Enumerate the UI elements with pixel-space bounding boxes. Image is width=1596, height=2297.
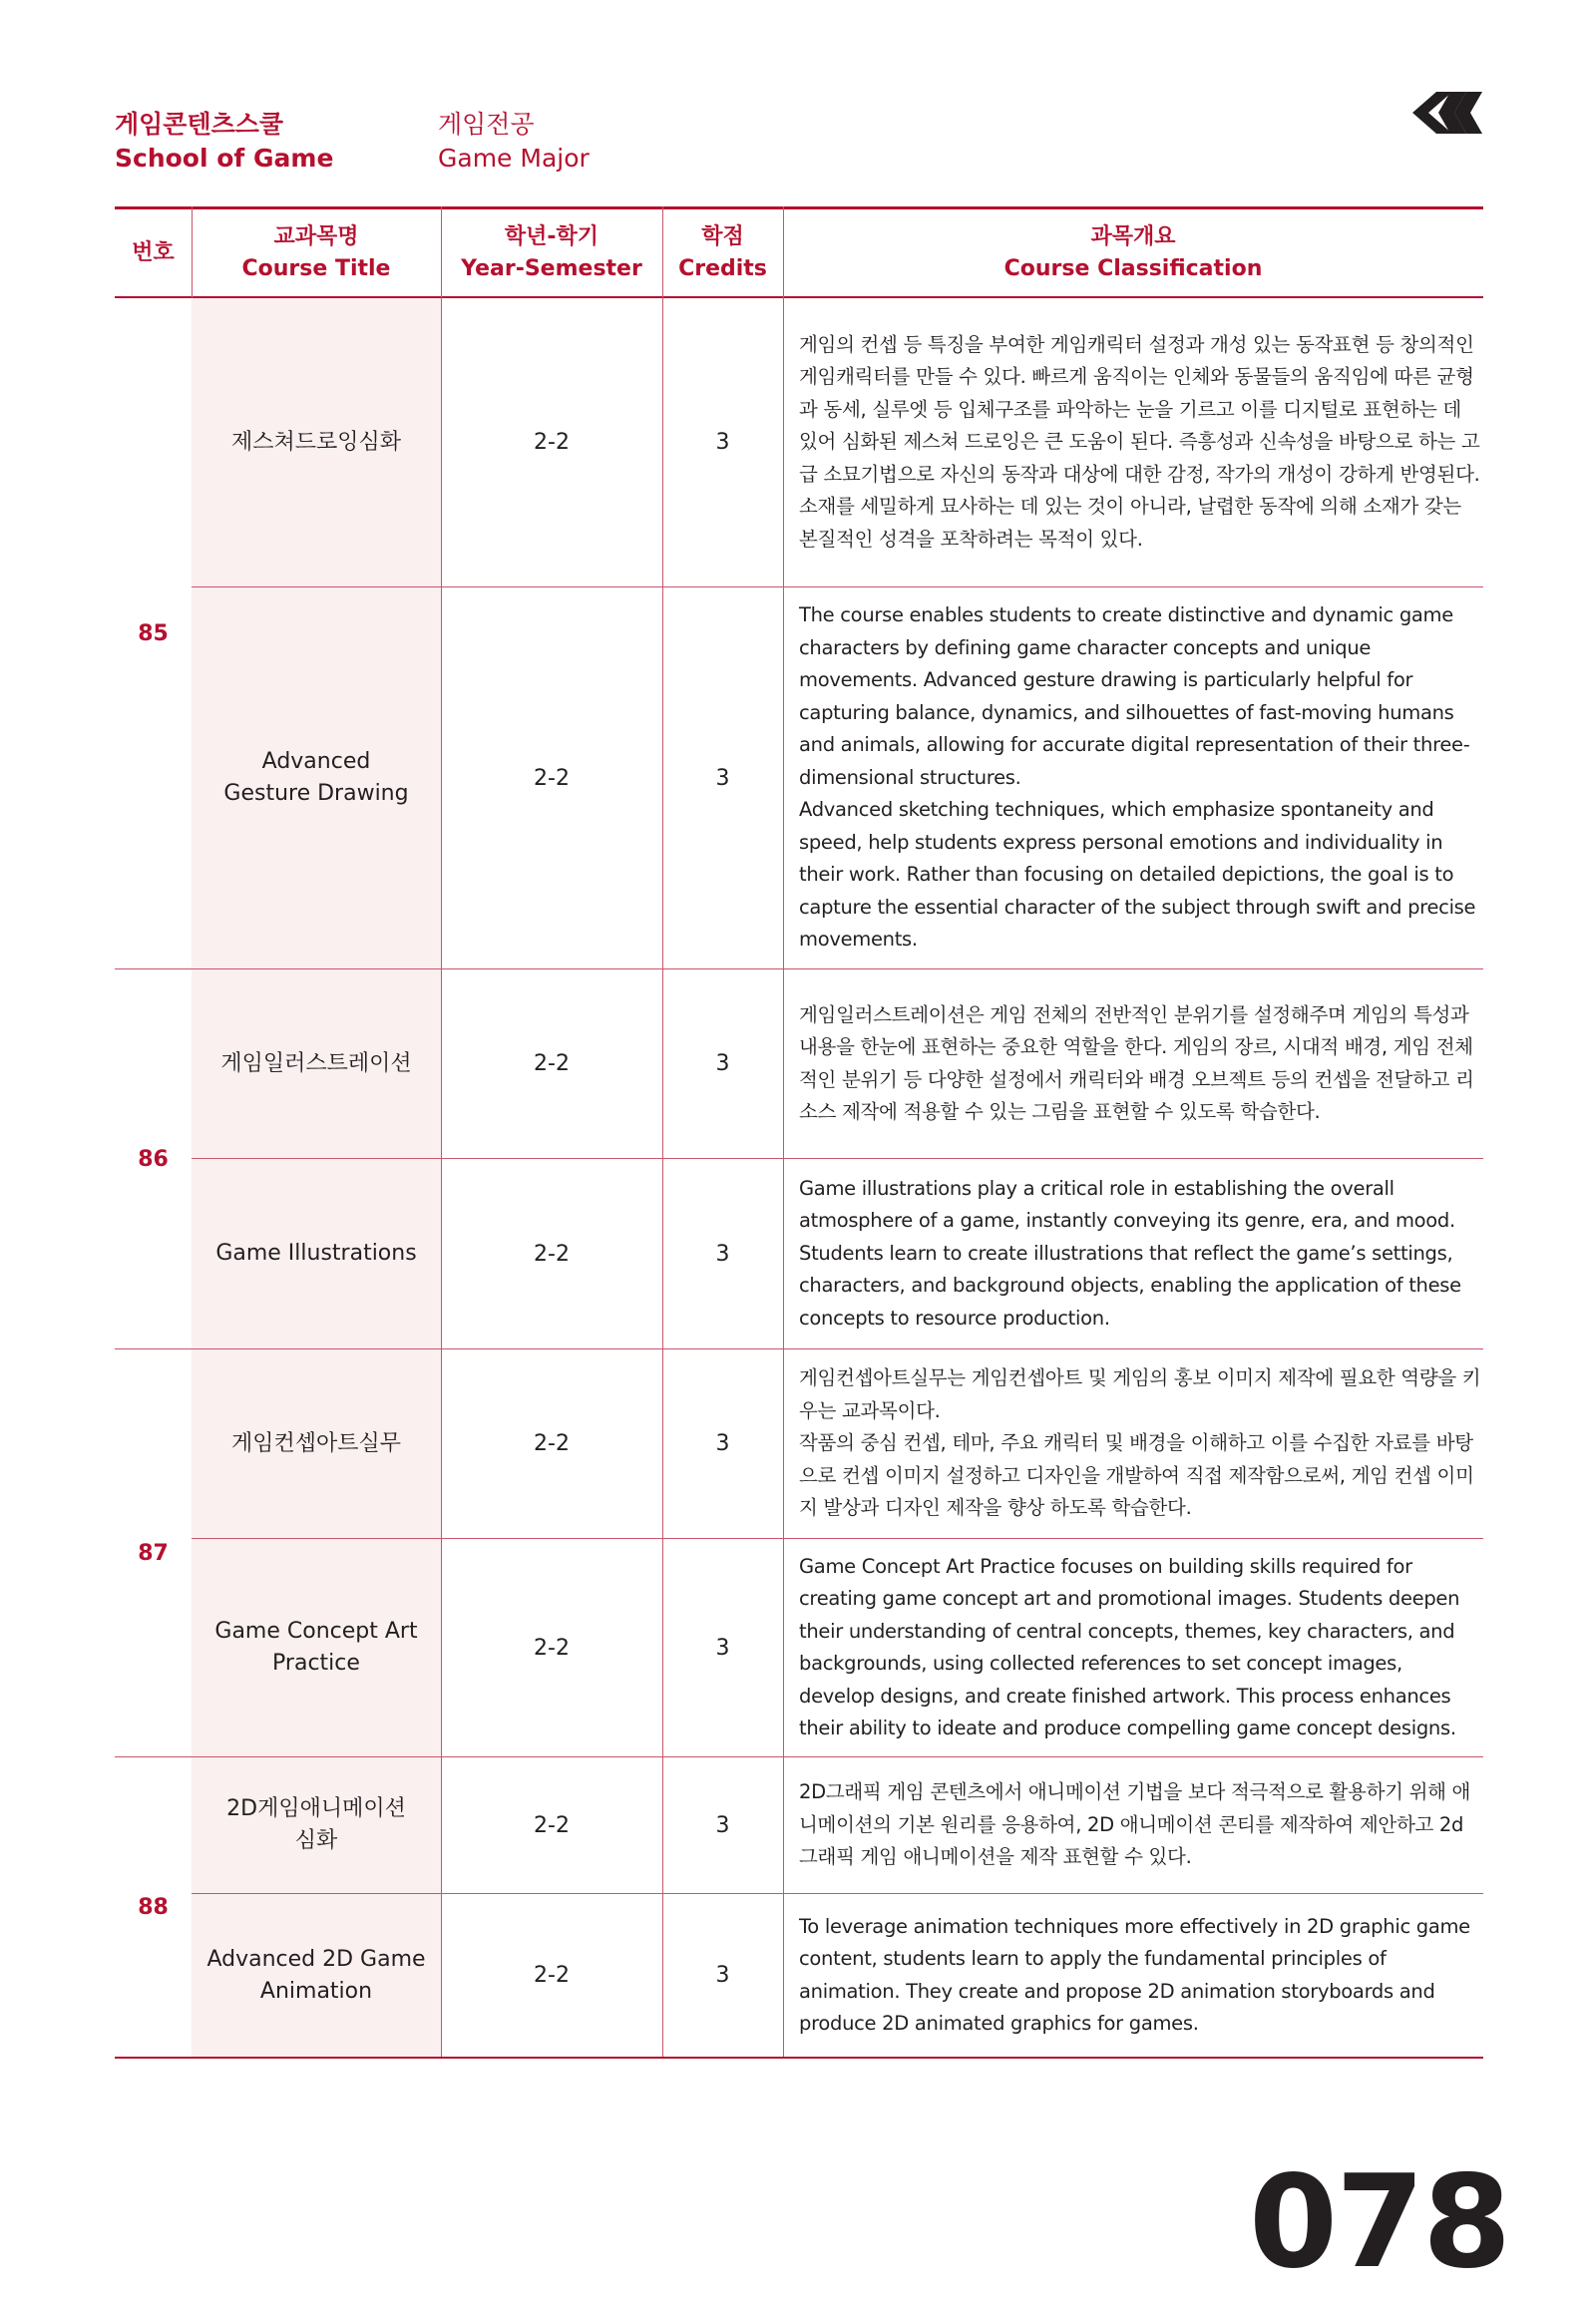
- table-row: [192, 1159, 1483, 1349]
- course-title-cell: [192, 969, 441, 1158]
- course-description: [783, 1349, 1483, 1538]
- credits-cell: [662, 1159, 783, 1348]
- credits: 3: [715, 430, 730, 455]
- course-description: [783, 1539, 1483, 1756]
- header-desc-en: Course Classification: [1003, 255, 1263, 281]
- school-name-en: School of Game: [115, 144, 334, 173]
- course-number: [115, 298, 192, 969]
- course-description: [783, 587, 1483, 968]
- table-header: [115, 206, 1483, 298]
- year-semester-cell: [441, 1757, 662, 1893]
- course-title-line: Advanced 2D Game: [206, 1946, 426, 1972]
- course-title-cell: [192, 587, 441, 968]
- course-number-87: 87: [138, 1540, 169, 1566]
- description-paragraph: The course enables students to create distinctive and dynamic game characters by defining game character concepts and unique movements. Advanced gesture drawing is particularly helpful for capturing balance, dynamics, and silhouettes of fast-moving humans and animals, allowing for accurate digital representation of their three-dimensional structures.: [799, 603, 1470, 789]
- credits-cell: [662, 1894, 783, 2057]
- course-description: [783, 298, 1483, 586]
- credits: 3: [715, 1812, 730, 1838]
- description-paragraph: 게임컨셉아트실무는 게임컨셉아트 및 게임의 홍보 이미지 제작에 필요한 역량을 키우는 교과목이다.: [799, 1366, 1481, 1422]
- course-title-line: Gesture Drawing: [223, 781, 409, 806]
- course-title: 제스쳐드로잉심화: [230, 429, 402, 455]
- course-description: [783, 969, 1483, 1158]
- table-row: [192, 587, 1483, 969]
- course-number: [115, 1757, 192, 2059]
- table-row: [192, 1539, 1483, 1757]
- credits: 3: [715, 1963, 730, 1988]
- header-description: [783, 209, 1483, 296]
- credits-cell: [662, 1349, 783, 1538]
- course-title-cell: [192, 1159, 441, 1348]
- course-table: [115, 206, 1483, 2035]
- year-semester: 2-2: [534, 1635, 570, 1661]
- header-title-en: Course Title: [241, 255, 391, 281]
- course-number: [115, 1349, 192, 1757]
- header-credits-en: Credits: [678, 255, 767, 281]
- major-name: [438, 108, 590, 176]
- header-desc-ko: 과목개요: [1090, 223, 1176, 249]
- credits: 3: [715, 1241, 730, 1267]
- description-paragraph: Advanced sketching techniques, which emphasize spontaneity and speed, help students express personal emotions and individuality in their work. Rather than focusing on detailed depictions, the goal is to capture the essential character of the subject through swift and precise movements.: [799, 798, 1476, 952]
- course-title-cell: [192, 1757, 441, 1893]
- school-name: [115, 108, 333, 176]
- table-row: [192, 969, 1483, 1159]
- course-title-line: Animation: [259, 1978, 373, 2004]
- year-semester-cell: [441, 587, 662, 968]
- credits-cell: [662, 298, 783, 586]
- course-title: 게임컨셉아트실무: [230, 1430, 402, 1456]
- year-semester: 2-2: [534, 1241, 570, 1267]
- description-text: 2D그래픽 게임 콘텐츠에서 애니메이션 기법을 보다 적극적으로 활용하기 위해 애니메이션의 기본 원리를 응용하여, 2D 애니메이션 콘티를 제작하여 제안하고 2d 그래픽 게임 애니메이션을 제작 표현할 수 있다.: [799, 1780, 1471, 1869]
- year-semester-cell: [441, 969, 662, 1158]
- description-text: To leverage animation techniques more effectively in 2D graphic game content, students learn to apply the fundamental principles of animation. They create and propose 2D animation storyboards and produce 2D animated graphics for games.: [799, 1914, 1470, 2035]
- header-number-label: 번호: [132, 239, 175, 265]
- course-title-cell: [192, 1539, 441, 1756]
- major-name-en: Game Major: [438, 144, 590, 173]
- table-row: [192, 1349, 1483, 1539]
- course-title-cell: [192, 1349, 441, 1538]
- course-number: [115, 969, 192, 1349]
- year-semester: 2-2: [534, 765, 570, 791]
- page-number: 078: [1249, 2148, 1510, 2297]
- header-number: [115, 209, 192, 296]
- year-semester-cell: [441, 298, 662, 586]
- course-title-line: 2D게임애니메이션: [226, 1796, 406, 1821]
- credits: 3: [715, 1431, 730, 1456]
- header-credits: [662, 209, 783, 296]
- table-row: [192, 1894, 1483, 2059]
- course-title: 게임일러스트레이션: [220, 1050, 412, 1076]
- header-title: [192, 209, 441, 296]
- course-title-line: Game Concept Art: [214, 1619, 418, 1644]
- course-title-line: Advanced: [261, 749, 371, 774]
- header-title-ko: 교과목명: [273, 223, 359, 249]
- course-description: [783, 1159, 1483, 1348]
- course-title-line: Practice: [272, 1651, 360, 1676]
- year-semester-cell: [441, 1349, 662, 1538]
- year-semester-cell: [441, 1539, 662, 1756]
- course-title-cell: [192, 1894, 441, 2057]
- year-semester-cell: [441, 1159, 662, 1348]
- year-semester: 2-2: [534, 1812, 570, 1838]
- credits: 3: [715, 765, 730, 791]
- major-name-ko: 게임전공: [438, 110, 535, 139]
- course-title-line: 심화: [294, 1828, 338, 1853]
- year-semester: 2-2: [534, 430, 570, 455]
- description-paragraph: 작품의 중심 컨셉, 테마, 주요 캐릭터 및 배경을 이해하고 이를 수집한 자료를 바탕으로 컨셉 이미지 설정하고 디자인을 개발하여 직접 제작함으로써, 게임 컨셉 이미지 발상과 디자인 제작을 향상 하도록 학습한다.: [799, 1431, 1474, 1520]
- table-row: [192, 1757, 1483, 1894]
- course-description: [783, 1757, 1483, 1893]
- header-credits-ko: 학점: [701, 223, 744, 249]
- credits-cell: [662, 969, 783, 1158]
- table-row: [192, 298, 1483, 587]
- course-number-88: 88: [138, 1894, 169, 1920]
- description-text: 게임일러스트레이션은 게임 전체의 전반적인 분위기를 설정해주며 게임의 특성과 내용을 한눈에 표현하는 중요한 역할을 한다. 게임의 장르, 시대적 배경, 게임 전체적인 분위기 등 다양한 설정에서 캐릭터와 배경 오브젝트 등의 컨셉을 전달하고 리소스 제작에 적용할 수 있는 그림을 표현할 수 있도록 학습한다.: [799, 1002, 1474, 1123]
- course-number-86: 86: [138, 1146, 169, 1172]
- year-semester: 2-2: [534, 1431, 570, 1456]
- credits: 3: [715, 1635, 730, 1661]
- description-text: 게임의 컨셉 등 특징을 부여한 게임캐릭터 설정과 개성 있는 동작표현 등 창의적인 게임캐릭터를 만들 수 있다. 빠르게 움직이는 인체와 동물들의 움직임에 따른 균형과 동세, 실루엣 등 입체구조를 파악하는 눈을 기르고 이를 디지털로 표현하는 데 있어 심화된 제스쳐 드로잉은 큰 도움이 된다. 즉흥성과 신속성을 바탕으로 하는 고급 소묘기법으로 자신의 동작과 대상에 대한 감정, 작가의 개성이 강하게 반영된다. 소재를 세밀하게 묘사하는 데 있는 것이 아니라, 날렵한 동작에 의해 소재가 갖는 본질적인 성격을 포착하려는 목적이 있다.: [799, 332, 1480, 551]
- credits: 3: [715, 1051, 730, 1076]
- year-semester: 2-2: [534, 1051, 570, 1076]
- header-year-semester: [441, 209, 662, 296]
- credits-cell: [662, 587, 783, 968]
- course-description: [783, 1894, 1483, 2057]
- school-name-ko: 게임콘텐츠스쿨: [115, 110, 284, 139]
- course-title: Game Illustrations: [215, 1241, 417, 1266]
- year-semester-cell: [441, 1894, 662, 2057]
- credits-cell: [662, 1757, 783, 1893]
- description-text: Game Concept Art Practice focuses on building skills required for creating game concept art and promotional images. Students deepen their understanding of central concepts, themes, key characters, and backgrounds, using collected references to set concept images, develop designs, and create finished artwork. This process enhances their ability to ideate and produce compelling game concept designs.: [799, 1554, 1460, 1739]
- ck-logo-icon: [1406, 88, 1486, 138]
- year-semester: 2-2: [534, 1963, 570, 1988]
- header-ys-ko: 학년-학기: [504, 223, 599, 249]
- course-title-cell: [192, 298, 441, 586]
- header-ys-en: Year-Semester: [461, 255, 642, 281]
- description-text: Game illustrations play a critical role in establishing the overall atmosphere of a game, instantly conveying its genre, era, and mood. Students learn to create illustrations that reflect the game’s settings, characters, and background objects, enabling the application of these concepts to resource production.: [799, 1176, 1461, 1330]
- credits-cell: [662, 1539, 783, 1756]
- course-number-85: 85: [138, 620, 169, 646]
